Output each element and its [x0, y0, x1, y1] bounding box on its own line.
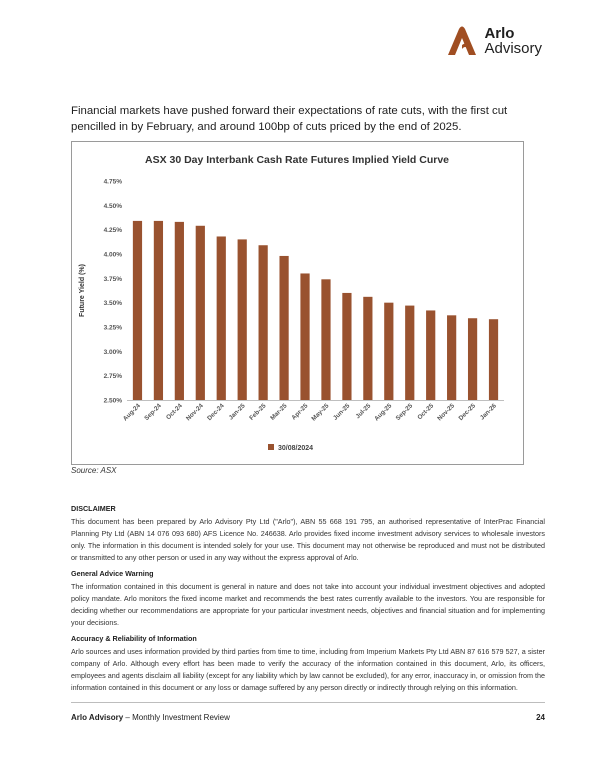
bar-mar-25	[279, 256, 288, 400]
y-tick-label: 4.75%	[103, 178, 122, 186]
bar-oct-25	[426, 310, 435, 400]
bar-jan-26	[489, 319, 498, 400]
footer-title	[71, 713, 230, 722]
page-number: 24	[536, 713, 545, 722]
bar-aug-24	[133, 221, 142, 400]
bar-may-25	[321, 279, 330, 400]
legal-section	[71, 504, 545, 699]
x-tick-label: Dec-24	[206, 402, 226, 423]
legend-swatch	[268, 444, 274, 450]
arlo-logo-icon	[446, 25, 478, 57]
accuracy-heading: Accuracy & Reliability of Information	[71, 634, 197, 643]
brand-name-line1: Arlo	[484, 25, 515, 42]
x-tick-label: Nov-25	[436, 402, 457, 423]
y-tick-label: 3.75%	[103, 275, 122, 283]
x-tick-label: Nov-24	[184, 402, 205, 423]
bar-oct-24	[175, 222, 184, 400]
source-note: Source: ASX	[71, 466, 117, 475]
chart-title: ASX 30 Day Interbank Cash Rate Futures Implied Yield Curve	[144, 154, 450, 166]
bar-nov-24	[196, 226, 205, 400]
y-axis-label: Future Yield (%)	[79, 264, 86, 317]
x-tick-label: Jan-26	[478, 402, 498, 422]
x-tick-label: Oct-24	[164, 402, 184, 422]
bar-aug-25	[384, 303, 393, 400]
bar-jul-25	[363, 297, 372, 400]
x-tick-label: Jul-25	[354, 402, 373, 421]
y-tick-label: 2.75%	[103, 373, 122, 381]
bar-feb-25	[259, 245, 268, 400]
bar-nov-25	[447, 315, 456, 400]
general-advice-heading: General Advice Warning	[71, 569, 154, 578]
accuracy-body: Arlo sources and uses information provided by third parties from time to time, including from Imperium Markets Pty Ltd ABN 87 616 579 527, a sister company of Arlo. Although every effort has been made to verify the accuracy of the information contained in this document, Arlo, its officers, employees and agents disclaim all liability (except for any liability which by law cannot be excluded), for any error, inaccuracy in, or omission from the information contained in this document or any loss or damage suffered by any person directly or indirectly through relying on this information.	[71, 647, 545, 692]
legend-label: 30/08/2024	[278, 445, 314, 452]
page-footer	[71, 713, 545, 722]
x-tick-label: Mar-25	[269, 402, 289, 422]
x-tick-label: Jan-25	[227, 402, 247, 422]
brand-logo	[446, 25, 542, 57]
bar-dec-24	[217, 236, 226, 400]
chart-container	[71, 141, 524, 465]
bar-sep-24	[154, 221, 163, 400]
intro-paragraph: Financial markets have pushed forward their expectations of rate cuts, with the first cut pencilled in by February, and around 100bp of cuts priced by the end of 2025.	[71, 105, 508, 133]
y-tick-label: 3.00%	[103, 348, 122, 356]
bar-sep-25	[405, 306, 414, 400]
x-tick-label: Oct-25	[416, 402, 436, 422]
x-tick-label: Apr-25	[290, 402, 310, 422]
footer-divider	[71, 702, 545, 703]
bar-jan-25	[238, 239, 247, 400]
footer-brand: Arlo Advisory	[71, 713, 124, 722]
x-tick-label: Feb-25	[248, 402, 268, 422]
x-tick-label: Aug-25	[373, 402, 394, 423]
bar-apr-25	[300, 273, 309, 400]
x-tick-label: May-25	[310, 402, 331, 423]
y-tick-label: 4.50%	[103, 202, 122, 210]
disclaimer-heading: DISCLAIMER	[71, 504, 116, 513]
bar-jun-25	[342, 293, 351, 400]
x-tick-label: Sep-24	[143, 402, 163, 423]
general-advice-body: The information contained in this document is general in nature and does not take into account your individual investment objectives and adopted policy mandate. Arlo monitors the fixed income market and recommends the best rates currently available to the investors. You are responsible for deciding whether our recommendations are appropriate for your particular investment needs, objectives and financial situation and for implementing your decisions.	[71, 582, 545, 627]
y-tick-label: 3.25%	[103, 324, 122, 332]
bar-dec-25	[468, 318, 477, 400]
bar-chart	[72, 142, 523, 464]
y-tick-label: 4.00%	[103, 251, 122, 259]
footer-publication: – Monthly Investment Review	[125, 713, 230, 722]
disclaimer-body: This document has been prepared by Arlo Advisory Pty Ltd ("Arlo"), ABN 55 668 191 795, an authorised representative of InterPrac Financial Planning Pty Ltd (ABN 14 076 093 680) AFS Licence No. 246638. Arlo provides fixed income investment advisory services to wholesale investors only. The information in this document is intended solely for your use. This document may not otherwise be reproduced and must not be distributed or transmitted to any other person or used in any way without the express approval of Arlo.	[71, 517, 545, 562]
y-tick-label: 4.25%	[103, 227, 122, 235]
x-tick-label: Dec-25	[457, 402, 477, 423]
x-tick-label: Jun-25	[332, 402, 352, 422]
brand-name-line2: Advisory	[484, 40, 542, 57]
x-tick-label: Sep-25	[394, 402, 415, 423]
x-tick-label: Aug-24	[121, 402, 142, 423]
y-tick-label: 3.50%	[103, 300, 122, 308]
y-tick-label: 2.50%	[103, 397, 122, 405]
